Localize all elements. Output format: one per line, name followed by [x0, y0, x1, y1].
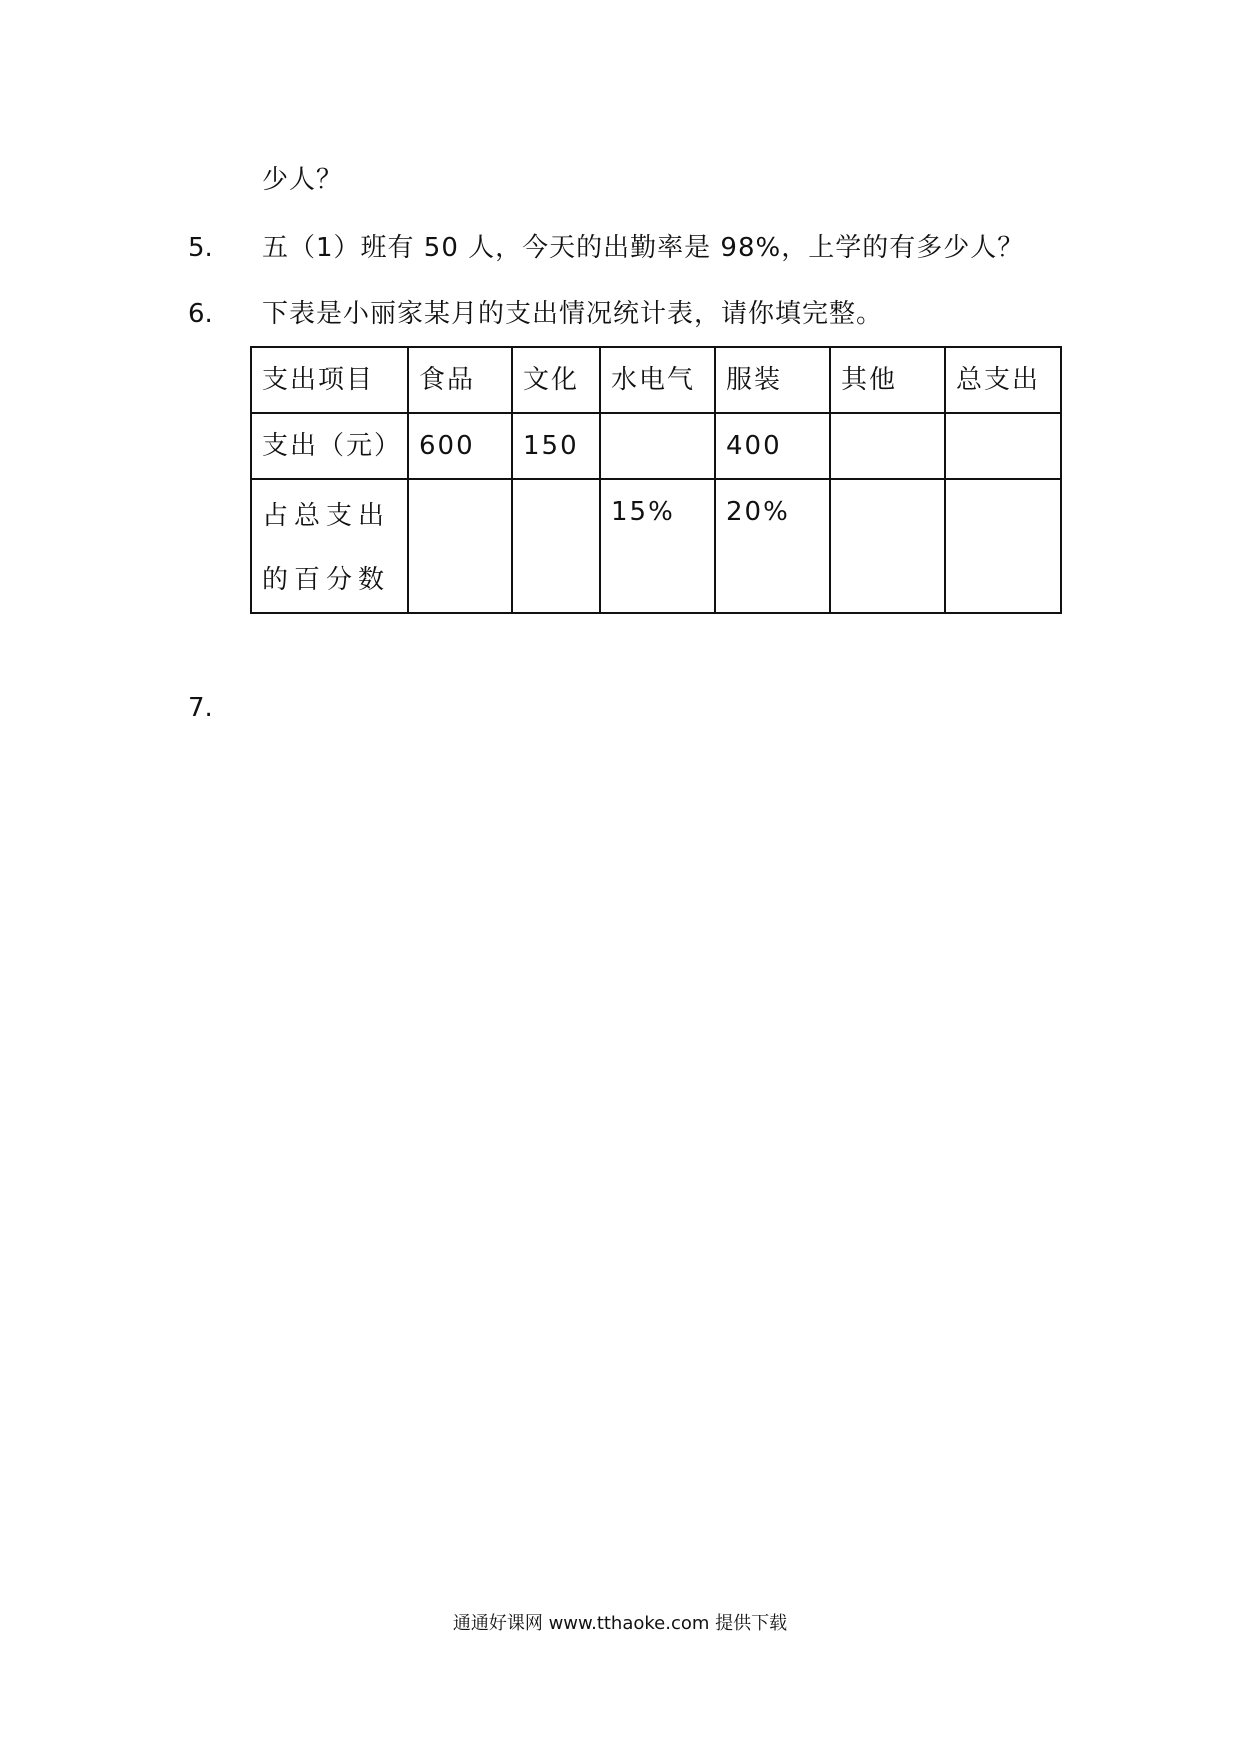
table-cell: 150 — [512, 413, 600, 479]
table-cell: 其他 — [830, 347, 945, 413]
table-cell: 支出项目 — [251, 347, 408, 413]
table-cell: 支出（元） — [251, 413, 408, 479]
table-header-row — [251, 347, 1061, 413]
table-cell: 20% — [715, 479, 830, 613]
table-cell: 食品 — [408, 347, 512, 413]
continuation-text: 少人？ — [262, 165, 344, 195]
table-cell — [830, 413, 945, 479]
question-6-number: 6. — [188, 299, 213, 329]
table-cell: 占总支出的百分数 — [251, 479, 408, 613]
table-cell — [408, 479, 512, 613]
table-cell: 600 — [408, 413, 512, 479]
table-cell: 服装 — [715, 347, 830, 413]
table-cell — [512, 479, 600, 613]
expense-table — [250, 346, 1062, 614]
table-row-amount — [251, 413, 1061, 479]
table-row-percent — [251, 479, 1061, 613]
table-cell: 400 — [715, 413, 830, 479]
table-cell: 总支出 — [945, 347, 1061, 413]
page-footer: 通通好课网 www.tthaoke.com 提供下载 — [452, 1613, 788, 1634]
question-7-number: 7. — [188, 693, 213, 723]
table-cell: 15% — [600, 479, 715, 613]
table-cell — [945, 479, 1061, 613]
table-cell — [945, 413, 1061, 479]
table-cell — [830, 479, 945, 613]
table-cell: 水电气 — [600, 347, 715, 413]
table-cell: 文化 — [512, 347, 600, 413]
question-6-text: 下表是小丽家某月的支出情况统计表，请你填完整。 — [262, 299, 884, 329]
question-5-number: 5. — [188, 233, 213, 263]
table-cell — [600, 413, 715, 479]
question-5-text: 五（1）班有 50 人，今天的出勤率是 98%，上学的有多少人？ — [262, 233, 1025, 263]
